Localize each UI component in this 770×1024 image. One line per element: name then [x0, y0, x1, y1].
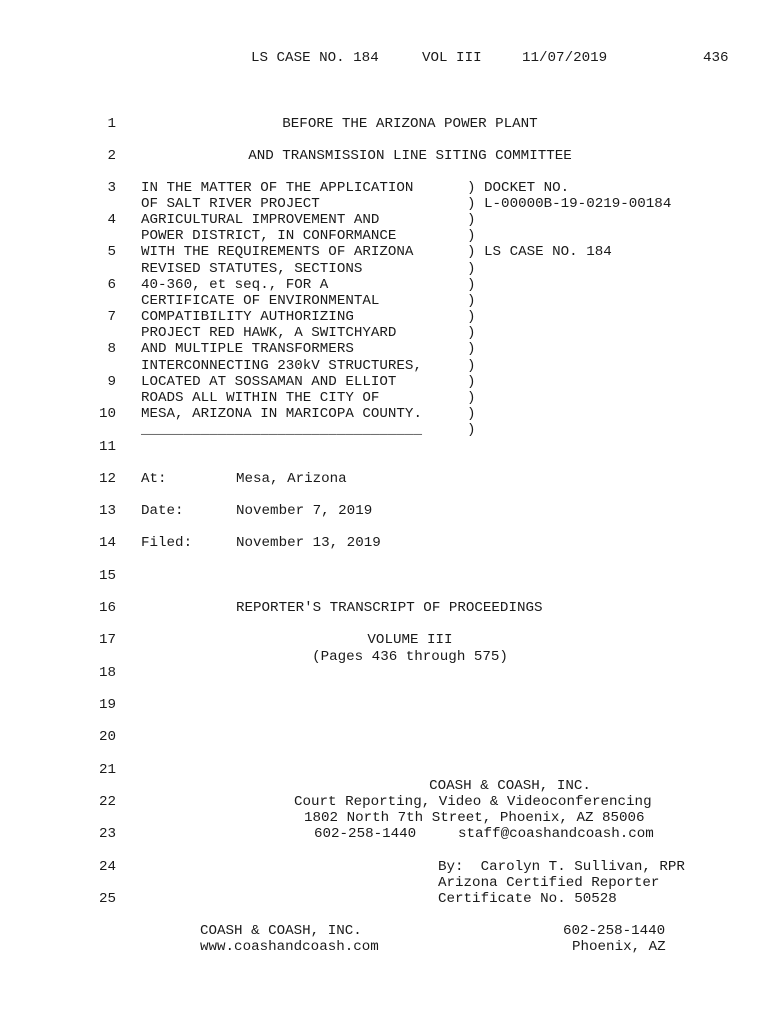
header-page-number: 436 [703, 50, 729, 66]
line-number: 1 [107, 116, 116, 132]
line-number: 25 [98, 891, 116, 907]
caption-left-line: CERTIFICATE OF ENVIRONMENTAL [141, 293, 380, 309]
date-value: November 7, 2019 [236, 503, 373, 519]
header-date: 11/07/2019 [522, 50, 608, 66]
caption-right-line: ) [467, 277, 476, 293]
caption-right-line: ) [467, 309, 476, 325]
caption-right-line: ) [467, 374, 476, 390]
caption-left-line: ROADS ALL WITHIN THE CITY OF [141, 390, 380, 406]
header-case-number: LS CASE NO. 184 [251, 50, 379, 66]
caption-right-line: ) [467, 406, 476, 422]
line-number: 13 [98, 503, 116, 519]
caption-right-line: ) LS CASE NO. 184 [467, 244, 612, 260]
caption-right-line: ) [467, 390, 476, 406]
firm-name: COASH & COASH, INC. [429, 778, 591, 794]
line-number: 11 [98, 439, 116, 455]
caption-right-line: ) [467, 325, 476, 341]
caption-left-line: LOCATED AT SOSSAMAN AND ELLIOT [141, 374, 397, 390]
caption-left-line: IN THE MATTER OF THE APPLICATION [141, 180, 414, 196]
line-number: 7 [107, 309, 116, 325]
firm-address: 1802 North 7th Street, Phoenix, AZ 85006 [304, 810, 645, 826]
caption-left-line: WITH THE REQUIREMENTS OF ARIZONA [141, 244, 414, 260]
caption-right-line: ) DOCKET NO. [467, 180, 570, 196]
caption-left-line: OF SALT RIVER PROJECT [141, 196, 320, 212]
caption-right-line: ) [467, 293, 476, 309]
caption-left-line: AND MULTIPLE TRANSFORMERS [141, 341, 354, 357]
volume-label: VOLUME III [367, 632, 453, 648]
line-number: 22 [98, 794, 116, 810]
reporter-certificate-number: Certificate No. 50528 [438, 891, 617, 907]
caption-left-line: AGRICULTURAL IMPROVEMENT AND [141, 212, 380, 228]
caption-left-line: INTERCONNECTING 230kV STRUCTURES, [141, 358, 422, 374]
line-number: 23 [98, 826, 116, 842]
at-value: Mesa, Arizona [236, 471, 347, 487]
line-number: 24 [98, 859, 116, 875]
caption-left-line: 40-360, et seq., FOR A [141, 277, 329, 293]
line-number: 10 [98, 406, 116, 422]
volume-pages: (Pages 436 through 575) [312, 649, 508, 665]
footer-phone: 602-258-1440 [563, 923, 666, 939]
firm-services: Court Reporting, Video & Videoconferencing [294, 794, 652, 810]
header-volume: VOL III [422, 50, 482, 66]
line-number: 14 [98, 535, 116, 551]
reporter-certification: Arizona Certified Reporter [438, 875, 660, 891]
caption-right-line: ) [467, 261, 476, 277]
filed-label: Filed: [141, 535, 193, 551]
reporter-name: By: Carolyn T. Sullivan, RPR [438, 859, 685, 875]
committee-title-line-1: BEFORE THE ARIZONA POWER PLANT [282, 116, 538, 132]
line-number: 8 [107, 341, 116, 357]
caption-left-line: REVISED STATUTES, SECTIONS [141, 261, 363, 277]
footer-website: www.coashandcoash.com [200, 939, 379, 955]
committee-title-line-2: AND TRANSMISSION LINE SITING COMMITTEE [248, 148, 572, 164]
footer-firm-name: COASH & COASH, INC. [200, 923, 362, 939]
line-number: 5 [107, 244, 116, 260]
caption-right-line: ) [467, 422, 476, 438]
line-number: 9 [107, 374, 116, 390]
caption-right-line: ) [467, 358, 476, 374]
line-number: 2 [107, 148, 116, 164]
at-label: At: [141, 471, 167, 487]
caption-right-line: ) [467, 212, 476, 228]
line-number: 15 [98, 568, 116, 584]
transcript-title: REPORTER'S TRANSCRIPT OF PROCEEDINGS [236, 600, 543, 616]
line-number: 18 [98, 665, 116, 681]
line-number: 21 [98, 762, 116, 778]
caption-left-line: PROJECT RED HAWK, A SWITCHYARD [141, 325, 397, 341]
line-number: 17 [98, 632, 116, 648]
line-number: 6 [107, 277, 116, 293]
line-number: 12 [98, 471, 116, 487]
caption-underline: _________________________________ [141, 422, 422, 438]
caption-left-line: POWER DISTRICT, IN CONFORMANCE [141, 228, 397, 244]
caption-right-line: ) [467, 341, 476, 357]
filed-value: November 13, 2019 [236, 535, 381, 551]
line-number: 3 [107, 180, 116, 196]
firm-phone: 602-258-1440 [314, 826, 417, 842]
date-label: Date: [141, 503, 184, 519]
caption-left-line: COMPATIBILITY AUTHORIZING [141, 309, 354, 325]
firm-email: staff@coashandcoash.com [458, 826, 654, 842]
line-number: 20 [98, 729, 116, 745]
footer-location: Phoenix, AZ [572, 939, 666, 955]
caption-right-line: ) [467, 228, 476, 244]
line-number: 4 [107, 212, 116, 228]
caption-right-line: ) L-00000B-19-0219-00184 [467, 196, 672, 212]
caption-left-line: MESA, ARIZONA IN MARICOPA COUNTY. [141, 406, 422, 422]
line-number: 19 [98, 697, 116, 713]
line-number: 16 [98, 600, 116, 616]
